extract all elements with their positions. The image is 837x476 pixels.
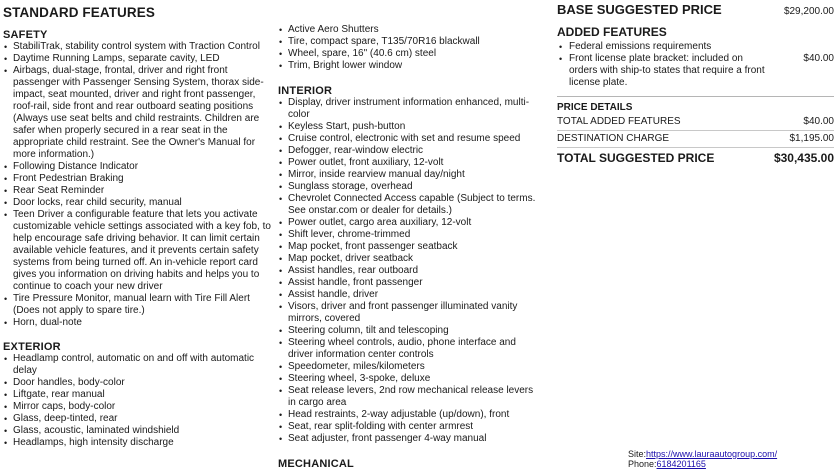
list-item: • Daytime Running Lamps, separate cavity, LED — [3, 53, 271, 65]
price-detail-row — [557, 113, 834, 131]
base-price-label: BASE SUGGESTED PRICE — [557, 2, 722, 17]
list-item: • Visors, driver and front passenger illuminated vanity mirrors, covered — [278, 301, 540, 325]
price-details-title: PRICE DETAILS — [557, 102, 633, 113]
pricing-column — [557, 0, 834, 168]
features-column-1 — [3, 0, 271, 449]
total-price-value: $30,435.00 — [773, 151, 834, 165]
list-item: • Assist handle, driver — [278, 289, 540, 301]
list-item: • Tire, compact spare, T135/70R16 blackwall — [278, 36, 540, 48]
interior-section-title: INTERIOR — [278, 85, 333, 97]
list-item: • Following Distance Indicator — [3, 161, 271, 173]
list-item: • Shift lever, chrome-trimmed — [278, 229, 540, 241]
price-detail-label: DESTINATION CHARGE — [557, 133, 670, 145]
document-title: STANDARD FEATURES — [3, 5, 155, 20]
dealer-contact — [628, 449, 777, 469]
site-link[interactable]: https://www.lauraautogroup.com/ — [646, 449, 778, 459]
added-feature-price: $40.00 — [803, 53, 834, 64]
safety-list — [3, 41, 271, 329]
list-item: • Headlamp control, automatic on and off with automatic delay — [3, 353, 271, 377]
list-item: • Seat release levers, 2nd row mechanical release levers in cargo area — [278, 385, 540, 409]
phone-label: Phone: — [628, 459, 657, 469]
interior-list — [278, 97, 540, 445]
price-detail-label: TOTAL ADDED FEATURES — [557, 115, 681, 127]
exterior-continued-list — [278, 24, 540, 72]
added-feature-text: • Front license plate bracket: included on orders with ship-to states that require a front license plate. — [557, 53, 771, 89]
price-detail-value: $1,195.00 — [789, 133, 834, 145]
list-item: • Liftgate, rear manual — [3, 389, 271, 401]
list-item: • Speedometer, miles/kilometers — [278, 361, 540, 373]
list-item: • Door locks, rear child security, manual — [3, 197, 271, 209]
list-item: • Chevrolet Connected Access capable (Subject to terms. See onstar.com or dealer for details.) — [278, 193, 540, 217]
phone-line — [628, 459, 777, 469]
list-item: • Airbags, dual-stage, frontal, driver and right front passenger with Passenger Sensing System, thorax side-impact, seat mounted, driver and right front passenger, roof-rail, side front and rear outboard seating positions (Always use seat belts and child restraints. Children are safer when properly secured in a rear seat in the appropriate child restraint. See the Owner's Manual for more information.) — [3, 65, 271, 161]
list-item: • Tire Pressure Monitor, manual learn with Tire Fill Alert (Does not apply to spare tire.) — [3, 293, 271, 317]
mechanical-section-title: MECHANICAL — [278, 458, 354, 470]
added-feature-text: • Federal emissions requirements — [557, 41, 771, 53]
exterior-list — [3, 353, 271, 449]
base-price-row — [557, 2, 834, 17]
list-item: • Wheel, spare, 16" (40.6 cm) steel — [278, 48, 540, 60]
list-item: • Keyless Start, push-button — [278, 121, 540, 133]
list-item: • Cruise control, electronic with set and resume speed — [278, 133, 540, 145]
site-label: Site: — [628, 449, 647, 459]
list-item: • Map pocket, driver seatback — [278, 253, 540, 265]
list-item: • Glass, acoustic, laminated windshield — [3, 425, 271, 437]
list-item: • Glass, deep-tinted, rear — [3, 413, 271, 425]
list-item: • Defogger, rear-window electric — [278, 145, 540, 157]
list-item: • Horn, dual-note — [3, 317, 271, 329]
total-price-row — [557, 148, 834, 168]
list-item: • Trim, Bright lower window — [278, 60, 540, 72]
list-item: • Head restraints, 2-way adjustable (up/down), front — [278, 409, 540, 421]
list-item: • Steering wheel controls, audio, phone interface and driver information center controls — [278, 337, 540, 361]
list-item: • Headlamps, high intensity discharge — [3, 437, 271, 449]
list-item: • Assist handle, front passenger — [278, 277, 540, 289]
list-item: • Map pocket, front passenger seatback — [278, 241, 540, 253]
price-detail-value: $40.00 — [803, 115, 834, 127]
base-price-value: $29,200.00 — [783, 6, 834, 17]
safety-section-title: SAFETY — [3, 29, 48, 41]
list-item: • Seat, rear split-folding with center armrest — [278, 421, 540, 433]
added-feature-row — [557, 53, 834, 89]
list-item: • Steering wheel, 3-spoke, deluxe — [278, 373, 540, 385]
site-line — [628, 449, 777, 459]
list-item: • Power outlet, front auxiliary, 12-volt — [278, 157, 540, 169]
price-detail-row — [557, 131, 834, 149]
list-item: • Power outlet, cargo area auxiliary, 12-volt — [278, 217, 540, 229]
exterior-section-title: EXTERIOR — [3, 341, 61, 353]
list-item: • Steering column, tilt and telescoping — [278, 325, 540, 337]
list-item: • Sunglass storage, overhead — [278, 181, 540, 193]
list-item: • Active Aero Shutters — [278, 24, 540, 36]
added-feature-row — [557, 41, 834, 53]
list-item: • Door handles, body-color — [3, 377, 271, 389]
list-item: • Assist handles, rear outboard — [278, 265, 540, 277]
list-item: • Mirror, inside rearview manual day/night — [278, 169, 540, 181]
list-item: • Front Pedestrian Braking — [3, 173, 271, 185]
phone-link[interactable]: 6184201165 — [656, 459, 706, 469]
total-price-label: TOTAL SUGGESTED PRICE — [557, 151, 715, 165]
list-item: • Display, driver instrument information enhanced, multi-color — [278, 97, 540, 121]
features-column-2 — [278, 0, 540, 470]
added-features-title: ADDED FEATURES — [557, 25, 667, 39]
divider — [557, 96, 834, 97]
list-item: • Rear Seat Reminder — [3, 185, 271, 197]
list-item: • Mirror caps, body-color — [3, 401, 271, 413]
list-item: • StabiliTrak, stability control system with Traction Control — [3, 41, 271, 53]
list-item: • Teen Driver a configurable feature that lets you activate customizable vehicle settings associated with a key fob, to help encourage safe driving behavior. It can limit certain available vehicle features, and it prevents certain safety systems from being turned off. An in-vehicle report card gives you information on driving habits and helps you to continue to coach your new driver — [3, 209, 271, 293]
list-item: • Seat adjuster, front passenger 4-way manual — [278, 433, 540, 445]
